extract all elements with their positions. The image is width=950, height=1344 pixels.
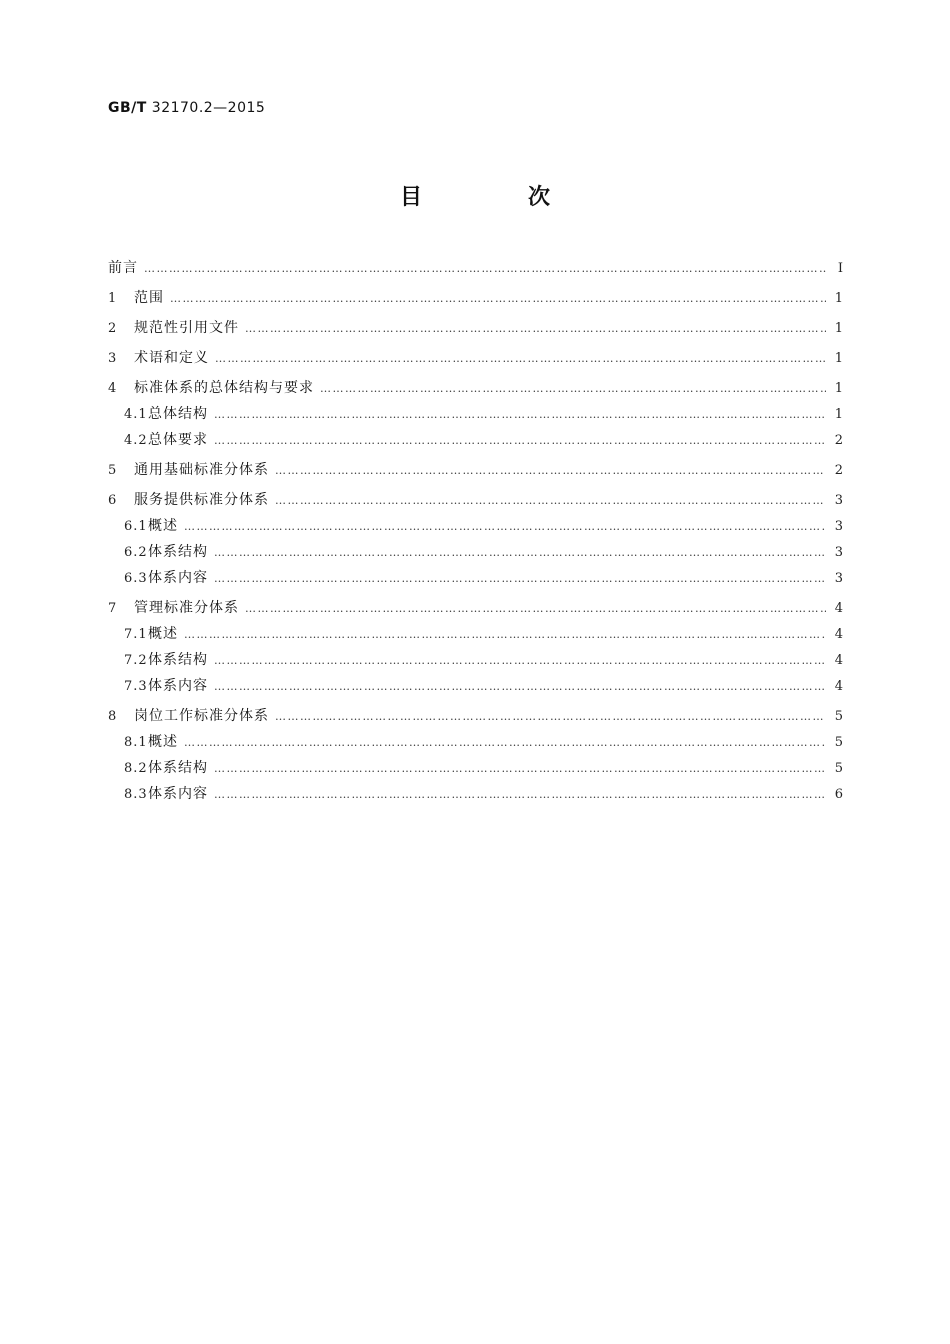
toc-entry-title: 体系结构	[148, 652, 208, 668]
toc-entry-number: 8.2	[124, 761, 148, 776]
toc-entry-number: 6.1	[124, 519, 148, 534]
toc-entry-page: 5	[834, 735, 844, 750]
toc-entry-title: 规范性引用文件	[134, 320, 239, 336]
toc-entry-title: 体系内容	[148, 678, 208, 694]
toc-entry[interactable]	[108, 624, 844, 645]
toc-dot-leader	[214, 569, 826, 589]
toc-dot-leader	[245, 599, 826, 619]
toc-dot-leader	[214, 431, 826, 451]
toc-entry[interactable]	[108, 490, 844, 511]
toc-entry-page: 2	[834, 433, 844, 448]
toc-entry-number: 8	[108, 709, 118, 724]
toc-entry-page: Ⅰ	[837, 261, 844, 276]
toc-dot-leader	[215, 349, 826, 369]
toc-entry[interactable]	[108, 516, 844, 537]
toc-entry-number: 6.3	[124, 571, 148, 586]
toc-entry-title: 体系内容	[148, 786, 208, 802]
toc-entry-page: 3	[834, 493, 844, 508]
toc-entry-page: 1	[834, 381, 844, 396]
toc-entry-title: 概述	[148, 734, 178, 750]
toc-entry-title: 总体结构	[148, 406, 208, 422]
toc-dot-leader	[214, 543, 826, 563]
toc-entry-page: 2	[834, 463, 844, 478]
toc-entry-page: 1	[834, 407, 844, 422]
toc-heading: 目 次	[399, 185, 592, 210]
table-of-contents	[108, 258, 844, 805]
toc-entry[interactable]	[108, 732, 844, 753]
toc-entry-title: 前言	[108, 260, 138, 276]
toc-entry-page: 1	[834, 351, 844, 366]
toc-entry-title: 服务提供标准分体系	[134, 492, 269, 508]
toc-entry-number: 4.1	[124, 407, 148, 422]
toc-entry[interactable]	[108, 430, 844, 451]
toc-entry[interactable]	[108, 758, 844, 779]
toc-entry-number: 7.2	[124, 653, 148, 668]
toc-entry-number: 4.2	[124, 433, 148, 448]
toc-entry-page: 4	[834, 627, 844, 642]
toc-entry-number: 6.2	[124, 545, 148, 560]
toc-dot-leader	[320, 379, 826, 399]
toc-entry-page: 4	[834, 653, 844, 668]
toc-entry-title: 体系内容	[148, 570, 208, 586]
toc-entry-page: 4	[834, 679, 844, 694]
toc-entry-title: 体系结构	[148, 544, 208, 560]
toc-entry-title: 体系结构	[148, 760, 208, 776]
toc-entry[interactable]	[108, 568, 844, 589]
toc-entry-number: 8.1	[124, 735, 148, 750]
toc-dot-leader	[245, 319, 826, 339]
toc-entry[interactable]	[108, 542, 844, 563]
toc-entry[interactable]	[108, 378, 844, 399]
toc-entry-title: 通用基础标准分体系	[134, 462, 269, 478]
toc-entry[interactable]	[108, 784, 844, 805]
toc-entry-page: 3	[834, 519, 844, 534]
toc-entry[interactable]	[108, 676, 844, 697]
toc-dot-leader	[275, 707, 826, 727]
toc-entry-page: 3	[834, 545, 844, 560]
toc-entry[interactable]	[108, 288, 844, 309]
toc-entry-title: 范围	[134, 290, 164, 306]
toc-dot-leader	[144, 259, 826, 279]
toc-entry[interactable]	[108, 318, 844, 339]
standard-number: 32170.2—2015	[151, 100, 266, 116]
toc-dot-leader	[184, 733, 826, 753]
toc-entry-number: 7.3	[124, 679, 148, 694]
toc-entry-title: 标准体系的总体结构与要求	[134, 380, 314, 396]
toc-entry-title: 岗位工作标准分体系	[134, 708, 269, 724]
toc-entry-number: 3	[108, 351, 118, 366]
toc-entry[interactable]	[108, 258, 844, 279]
toc-entry[interactable]	[108, 650, 844, 671]
toc-entry-page: 4	[834, 601, 844, 616]
toc-dot-leader	[214, 405, 826, 425]
toc-entry-page: 5	[834, 761, 844, 776]
toc-entry-number: 5	[108, 463, 118, 478]
standard-prefix: GB/T	[108, 100, 147, 116]
toc-entry-number: 2	[108, 321, 118, 336]
toc-entry[interactable]	[108, 404, 844, 425]
toc-entry-number: 6	[108, 493, 118, 508]
toc-dot-leader	[275, 491, 826, 511]
toc-entry[interactable]	[108, 598, 844, 619]
toc-entry-number: 8.3	[124, 787, 148, 802]
toc-entry-number: 4	[108, 381, 118, 396]
toc-entry-number: 1	[108, 291, 118, 306]
toc-dot-leader	[214, 677, 826, 697]
toc-entry-page: 1	[834, 321, 844, 336]
toc-entry[interactable]	[108, 460, 844, 481]
toc-dot-leader	[275, 461, 826, 481]
toc-entry-title: 术语和定义	[134, 350, 209, 366]
standard-code	[108, 100, 265, 116]
toc-dot-leader	[214, 759, 826, 779]
toc-entry-title: 概述	[148, 518, 178, 534]
toc-dot-leader	[214, 785, 826, 805]
toc-dot-leader	[184, 517, 826, 537]
toc-dot-leader	[170, 289, 826, 309]
toc-entry-page: 3	[834, 571, 844, 586]
toc-dot-leader	[214, 651, 826, 671]
toc-entry-title: 管理标准分体系	[134, 600, 239, 616]
toc-entry-number: 7.1	[124, 627, 148, 642]
toc-entry-page: 6	[834, 787, 844, 802]
toc-entry-title: 概述	[148, 626, 178, 642]
toc-entry-title: 总体要求	[148, 432, 208, 448]
toc-entry[interactable]	[108, 348, 844, 369]
toc-entry-page: 5	[834, 709, 844, 724]
toc-dot-leader	[184, 625, 826, 645]
toc-entry-page: 1	[834, 291, 844, 306]
toc-entry-number: 7	[108, 601, 118, 616]
toc-entry[interactable]	[108, 706, 844, 727]
